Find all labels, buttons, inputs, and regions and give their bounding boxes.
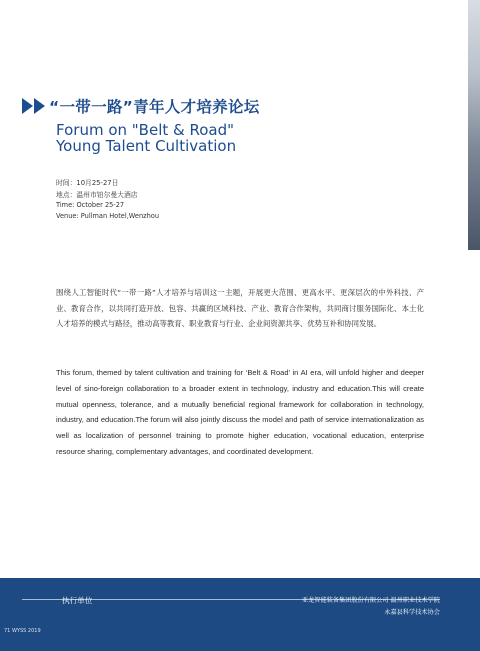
venue-chinese: 地点：温州市铂尔曼大酒店: [56, 191, 138, 199]
time-chinese: 时间：10月25-27日: [56, 179, 119, 187]
title-english: Forum on "Belt & Road" Young Talent Cultivation: [56, 121, 237, 155]
edge-photo-strip: [468, 0, 480, 250]
page-number: 71: [4, 628, 11, 634]
organizer-list: [302, 595, 440, 618]
time-english: Time: October 25-27: [56, 201, 125, 209]
title-chinese: “一带一路”青年人才培养论坛: [49, 98, 260, 116]
forum-title-row: [22, 96, 260, 116]
page-footer-info: [4, 628, 41, 634]
footer-label: 执行单位: [62, 596, 93, 605]
arrow-shape: [22, 98, 33, 114]
venue-english: Venue: Pullman Hotel,Wenzhou: [56, 212, 160, 220]
footer-band: [0, 578, 480, 651]
description-english: This forum, themed by talent cultivation and training for ‘Belt & Road’ in AI era, will unfold higher and deeper level of sino-foreign collaboration to a broader extent in technology, industry and education.This will create mutual openness, tolerance, and a mutually beneficial regional framework for collaboration in technology, industry, and education.The forum will also jointly discuss the model and path of service internationalization as well as localization of personnel training to promote higher education, vocational education, enterprise resource sharing, complementary advantages, and coordinated development.: [56, 368, 424, 456]
arrow-shape: [34, 98, 45, 114]
description-chinese: 围绕人工智能时代“一带一路”人才培养与培训这一主题，开展更大范围、更高水平、更深层次的中外科技、产业、教育合作，以共同打造开放、包容、共赢的区域科技、产业、教育合作架构，共同商讨服务国际化、本土化人才培养的模式与路径，推动高等教育、职业教育与行业、企业间资源共享、优势互补和协同发展。: [56, 288, 424, 329]
double-arrow-icon: [22, 98, 45, 114]
organizer-line-2: 永嘉县科学技术协会: [384, 608, 440, 616]
publication-name: WYSS 2019: [11, 628, 41, 634]
organizer-line-1: 亚龙智能装备集团股份有限公司 温州职业技术学院: [301, 597, 440, 604]
